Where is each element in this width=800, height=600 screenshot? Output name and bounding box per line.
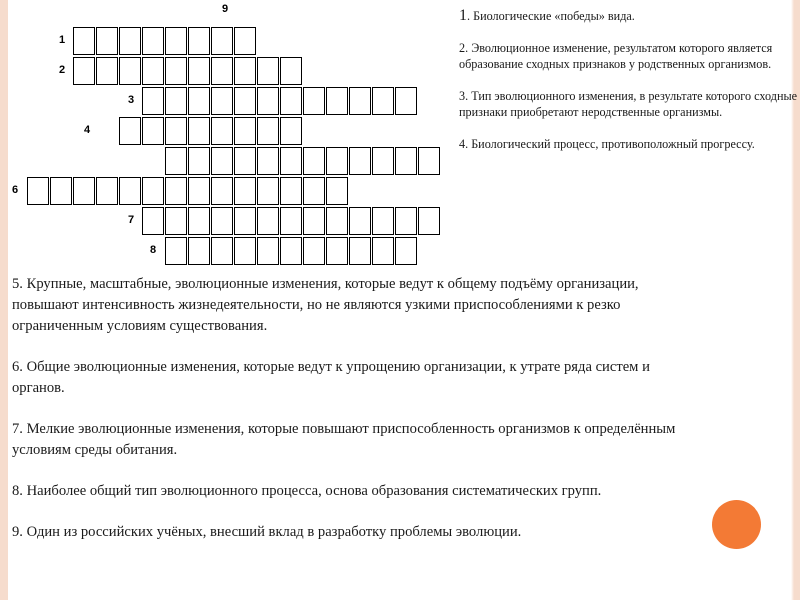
crossword-cell[interactable] — [50, 177, 72, 205]
crossword-cell[interactable] — [165, 237, 187, 265]
crossword-cell[interactable] — [73, 177, 95, 205]
crossword-number-9: 9 — [222, 3, 229, 15]
crossword-cell[interactable] — [165, 177, 187, 205]
crossword-cell[interactable] — [234, 147, 256, 175]
crossword-cell[interactable] — [372, 87, 394, 115]
crossword-cell[interactable] — [142, 27, 164, 55]
crossword-cell[interactable] — [280, 207, 302, 235]
crossword-cell[interactable] — [349, 207, 371, 235]
crossword-cell[interactable] — [142, 177, 164, 205]
crossword-cell[interactable] — [188, 27, 210, 55]
crossword-cell[interactable] — [418, 147, 440, 175]
crossword-cell[interactable] — [234, 177, 256, 205]
crossword-cell[interactable] — [119, 27, 141, 55]
clue-1-text: . Биологические «победы» вида. — [467, 9, 635, 23]
crossword-cell[interactable] — [303, 87, 325, 115]
crossword-cell[interactable] — [119, 57, 141, 85]
crossword-number-2: 2 — [59, 64, 66, 76]
clue-9: 9. Один из российских учёных, внесший вклад в разработку проблемы эволюции. — [12, 524, 522, 540]
crossword-cell[interactable] — [165, 27, 187, 55]
clue-3: 3. Тип эволюционного изменения, в результате которого сходные признаки приобретают неродственные организмы. — [459, 89, 798, 119]
crossword-cell[interactable] — [234, 57, 256, 85]
crossword-cell[interactable] — [165, 117, 187, 145]
crossword-cell[interactable] — [188, 177, 210, 205]
crossword-cell[interactable] — [142, 87, 164, 115]
crossword-cell[interactable] — [257, 57, 279, 85]
clue-2: 2. Эволюционное изменение, результатом которого является образование сходных признаков у родственных организмов. — [459, 41, 773, 71]
crossword-cell[interactable] — [395, 207, 417, 235]
crossword-number-7: 7 — [128, 214, 135, 226]
crossword-cell[interactable] — [96, 57, 118, 85]
clue-6: 6. Общие эволюционные изменения, которые ведут к упрощению организации, к утрате ряда систем и органов. — [12, 359, 650, 396]
crossword-cell[interactable] — [234, 87, 256, 115]
crossword-cell[interactable] — [280, 87, 302, 115]
crossword-cell[interactable] — [234, 237, 256, 265]
crossword-cell[interactable] — [349, 147, 371, 175]
clue-7: 7. Мелкие эволюционные изменения, которые повышают приспособленность организмов к определённым условиям среды обитания. — [12, 421, 676, 458]
crossword-cell[interactable] — [96, 177, 118, 205]
crossword-cell[interactable] — [257, 177, 279, 205]
crossword-cell[interactable] — [119, 117, 141, 145]
crossword-cell[interactable] — [165, 147, 187, 175]
crossword-number-8: 8 — [150, 244, 157, 256]
crossword-cell[interactable] — [372, 207, 394, 235]
crossword-cell[interactable] — [326, 207, 348, 235]
crossword-cell[interactable] — [188, 147, 210, 175]
crossword-cell[interactable] — [165, 207, 187, 235]
clue-1-number: 1 — [459, 7, 467, 24]
crossword-cell[interactable] — [326, 147, 348, 175]
crossword-cell[interactable] — [372, 147, 394, 175]
crossword-cell[interactable] — [211, 117, 233, 145]
crossword-cell[interactable] — [142, 207, 164, 235]
crossword-cell[interactable] — [142, 117, 164, 145]
crossword-cell[interactable] — [349, 87, 371, 115]
crossword-cell[interactable] — [188, 237, 210, 265]
crossword-cell[interactable] — [188, 57, 210, 85]
crossword-cell[interactable] — [211, 237, 233, 265]
crossword-cell[interactable] — [280, 237, 302, 265]
crossword-cell[interactable] — [303, 177, 325, 205]
left-decorative-border — [0, 0, 12, 600]
crossword-cell[interactable] — [257, 207, 279, 235]
clue-4: 4. Биологический процесс, противоположный прогрессу. — [459, 137, 755, 151]
crossword-cell[interactable] — [257, 237, 279, 265]
crossword-cell[interactable] — [395, 147, 417, 175]
crossword-cell[interactable] — [211, 177, 233, 205]
crossword-cell[interactable] — [257, 117, 279, 145]
crossword-cell[interactable] — [234, 207, 256, 235]
crossword-number-3: 3 — [128, 94, 135, 106]
clues-top-block — [459, 8, 799, 168]
crossword-cell[interactable] — [188, 87, 210, 115]
crossword-cell[interactable] — [349, 237, 371, 265]
crossword-cell[interactable] — [73, 27, 95, 55]
crossword-cell[interactable] — [326, 237, 348, 265]
crossword-cell[interactable] — [188, 117, 210, 145]
crossword-cell[interactable] — [257, 87, 279, 115]
crossword-cell[interactable] — [165, 57, 187, 85]
crossword-cell[interactable] — [165, 87, 187, 115]
crossword-cell[interactable] — [280, 177, 302, 205]
crossword-cell[interactable] — [280, 117, 302, 145]
crossword-cell[interactable] — [303, 207, 325, 235]
clue-8: 8. Наиболее общий тип эволюционного процесса, основа образования систематических групп. — [12, 483, 602, 499]
decorative-orange-circle — [712, 500, 761, 549]
crossword-cell[interactable] — [142, 57, 164, 85]
crossword-cell[interactable] — [211, 57, 233, 85]
crossword-cell[interactable] — [211, 87, 233, 115]
crossword-cell[interactable] — [96, 27, 118, 55]
clue-1 — [459, 8, 799, 24]
crossword-cell[interactable] — [395, 237, 417, 265]
clue-5: 5. Крупные, масштабные, эволюционные изменения, которые ведут к общему подъёму организации, повышают интенсивность жизнедеятельности, но не являются узкими приспособлениями к резко ограниченным условиям существования. — [12, 276, 639, 334]
crossword-cell[interactable] — [73, 57, 95, 85]
crossword-cell[interactable] — [211, 27, 233, 55]
crossword-cell[interactable] — [188, 207, 210, 235]
crossword-cell[interactable] — [257, 147, 279, 175]
crossword-number-6: 6 — [12, 184, 19, 196]
crossword-cell[interactable] — [280, 147, 302, 175]
crossword-cell[interactable] — [119, 177, 141, 205]
crossword-cell[interactable] — [280, 57, 302, 85]
crossword-cell[interactable] — [234, 117, 256, 145]
crossword-cell[interactable] — [211, 147, 233, 175]
crossword-cell[interactable] — [303, 147, 325, 175]
crossword-number-4: 4 — [84, 124, 91, 136]
crossword-cell[interactable] — [303, 237, 325, 265]
crossword-cell[interactable] — [418, 207, 440, 235]
crossword-cell[interactable] — [326, 177, 348, 205]
crossword-cell[interactable] — [234, 27, 256, 55]
clues-bottom-block — [12, 274, 702, 563]
crossword-cell[interactable] — [211, 207, 233, 235]
crossword-number-1: 1 — [59, 34, 66, 46]
crossword-cell[interactable] — [326, 87, 348, 115]
crossword-cell[interactable] — [27, 177, 49, 205]
crossword-cell[interactable] — [372, 237, 394, 265]
crossword-cell[interactable] — [395, 87, 417, 115]
